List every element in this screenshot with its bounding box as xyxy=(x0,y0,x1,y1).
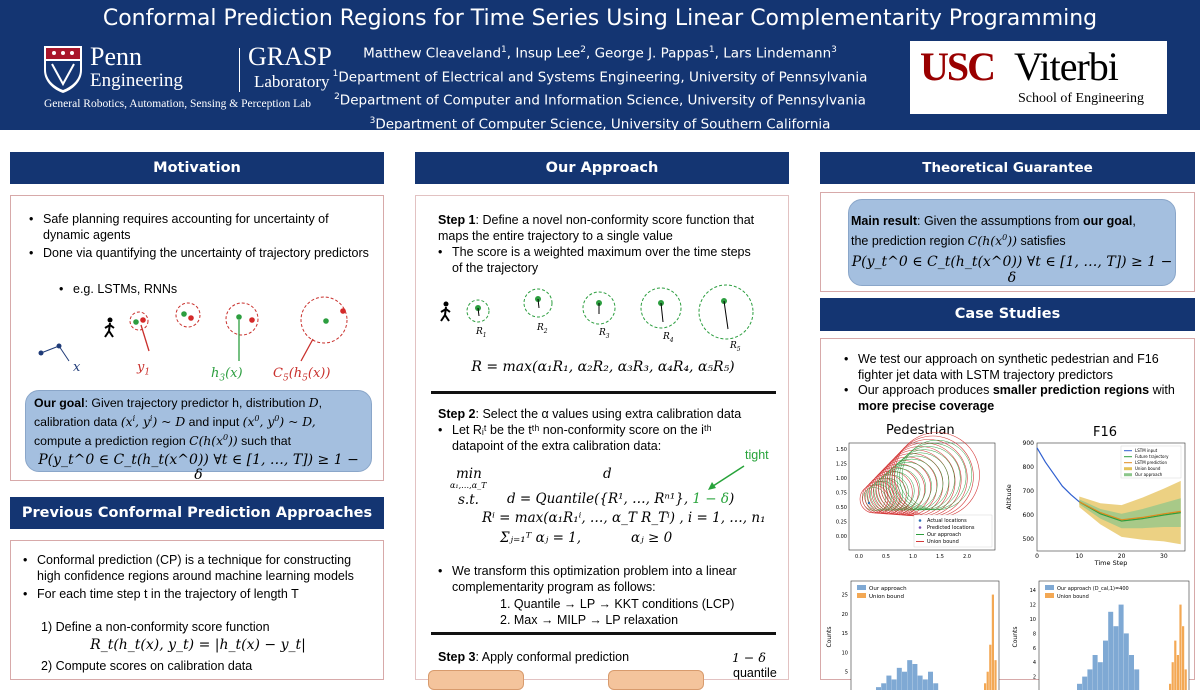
step-3-text xyxy=(438,650,629,666)
previous-step-2: 2) Compute scores on calibration data xyxy=(41,659,253,673)
histogram-bar xyxy=(886,676,891,690)
theoretical-guarantee-heading: Theoretical Guarantee xyxy=(820,152,1195,184)
f16-y-label: Altitude xyxy=(1005,484,1013,510)
goal-math-part: , y xyxy=(259,415,275,430)
step-1-bullets xyxy=(438,245,758,276)
tick-label: 0.75 xyxy=(835,490,847,497)
tight-arrow-icon xyxy=(704,464,749,494)
legend-label: Our approach xyxy=(869,586,907,592)
tick-label: 900 xyxy=(1022,440,1034,447)
main-result-label: Main result xyxy=(851,214,917,228)
affiliation-number: 1 xyxy=(332,68,339,79)
label-y: y xyxy=(137,360,145,375)
tick-label: 1.25 xyxy=(835,461,847,468)
poster-title: Conformal Prediction Regions for Time Series Using Linear Complementarity Programming xyxy=(102,6,1098,31)
viterbi-word: Viterbi xyxy=(1014,44,1118,89)
penn-grasp-logo xyxy=(42,42,332,114)
list-item: • Let Rᵢᵗ be the tᵗʰ non-conformity score on the iᵗʰ datapoint of the extra calibration data: xyxy=(438,423,718,454)
step-1-text xyxy=(438,213,773,244)
legend-label: Predicted locations xyxy=(927,525,975,531)
tick-label: 15 xyxy=(841,631,848,638)
main-result-line-1 xyxy=(849,214,1175,230)
opt-min-sub: α₁,…,α_T xyxy=(450,481,487,490)
tick-label: 20 xyxy=(841,611,848,618)
histogram-bar xyxy=(1169,684,1171,690)
author-affiliation-mark: 3 xyxy=(831,45,837,55)
goal-line-3 xyxy=(34,430,363,449)
legend-label: Union bound xyxy=(1057,594,1089,600)
trajectory-point xyxy=(57,344,62,349)
histogram-bar xyxy=(1093,655,1098,690)
main-result-bold: our goal xyxy=(1083,214,1133,228)
tick-label: 5 xyxy=(844,669,848,676)
goal-box xyxy=(25,390,372,484)
tick-label: 1.00 xyxy=(835,476,847,482)
opt-part: ) xyxy=(729,491,735,507)
trajectory-point xyxy=(39,351,44,356)
list-item: • The score is a weighted maximum over the time steps of the trajectory xyxy=(438,245,758,276)
tick-label: 30 xyxy=(1160,553,1168,560)
main-result-box xyxy=(848,199,1176,286)
tick-label: 6 xyxy=(1032,645,1036,652)
author-name: George J. Pappas xyxy=(594,45,709,62)
goal-math-sup: 0 xyxy=(223,433,229,443)
histogram-bar xyxy=(892,679,897,690)
histogram-bar xyxy=(933,683,938,690)
circle-label-letter: R xyxy=(663,332,670,342)
histogram-bar xyxy=(984,683,986,690)
score-circles-figure xyxy=(436,281,776,353)
legend-marker xyxy=(919,519,922,522)
opt-min: min xyxy=(456,466,482,482)
histogram-bar xyxy=(928,672,933,690)
histogram-y-label: Counts xyxy=(826,626,833,648)
goal-math-part: C(h(x xyxy=(189,434,224,449)
pedestrian-icon xyxy=(105,318,114,338)
tick-label: 8 xyxy=(1032,631,1036,638)
legend-label: LSTM prediction xyxy=(1135,460,1168,465)
opt-part: ⁿ¹}, xyxy=(664,491,689,507)
opt-part: d = Quantile({R¹, …, R xyxy=(507,491,665,507)
step-label: Step 2 xyxy=(438,407,476,421)
tick-label: 10 xyxy=(841,650,848,657)
histogram-bar xyxy=(907,660,912,690)
goal-text: , xyxy=(318,396,323,410)
goal-math-part: (x xyxy=(242,415,255,430)
label-sub: 5 xyxy=(282,373,289,384)
previous-approaches-panel xyxy=(10,540,384,680)
penn-word: Penn xyxy=(90,42,142,71)
main-result-equation: P(y_t^0 ∈ C_t(h_t(x^0)) ∀t ∈ [1, …, T]) ≥ 1 − δ xyxy=(851,254,1173,286)
list-item: • Done via quantifying the uncertainty of trajectory predictors xyxy=(29,246,369,262)
opt-subject-to: s.t. xyxy=(458,492,479,508)
circle-label-letter: R xyxy=(599,328,606,338)
tick-label: 14 xyxy=(1029,588,1036,595)
legend-label: LSTM input xyxy=(1135,448,1158,453)
tick-label: 2.0 xyxy=(963,554,971,560)
goal-line-2 xyxy=(34,411,363,430)
circle-label-sub: 2 xyxy=(543,327,548,335)
quantile-word: quantile xyxy=(733,666,777,680)
engineering-word: Engineering xyxy=(90,70,183,91)
author-affiliation-mark: 1 xyxy=(708,45,715,55)
goal-text: such that xyxy=(237,434,292,449)
histogram-bar xyxy=(881,683,886,690)
pedestrian-x-ticks xyxy=(855,554,971,560)
case-text: Our approach produces xyxy=(858,383,993,397)
motivation-heading: Motivation xyxy=(10,152,384,184)
theory-panel xyxy=(820,192,1195,292)
main-result-math-part: C(h(x xyxy=(967,232,1003,248)
f16-plot-title: F16 xyxy=(1093,425,1118,440)
author-name: Lars Lindemann xyxy=(723,45,832,62)
affiliation-text: Department of Computer Science, University of Southern California xyxy=(375,116,831,132)
section-divider xyxy=(431,632,776,635)
author-name: Matthew Cleaveland xyxy=(363,45,502,62)
list-item: • Conformal prediction (CP) is a technique for constructing high confidence regions around machine learning models xyxy=(23,553,368,584)
main-result-text: the prediction region xyxy=(851,233,968,248)
opt-part: 1 − δ xyxy=(688,491,730,507)
previous-bullets xyxy=(23,553,368,603)
tick-label: 10 xyxy=(1075,553,1084,560)
usc-viterbi-logo xyxy=(910,41,1167,114)
list-item: • e.g. LSTMs, RNNs xyxy=(59,282,359,298)
our-approach-panel xyxy=(415,195,789,680)
goal-math-part: ) ~ D xyxy=(152,415,186,430)
case-bullets xyxy=(844,352,1179,414)
tick-label: 25 xyxy=(841,592,848,599)
transform-2: 2. Max → MILP → LP relaxation xyxy=(500,613,679,627)
histogram-y-ticks xyxy=(842,593,848,676)
author-affiliation-mark: 1 xyxy=(501,45,507,55)
circle-label xyxy=(663,332,674,344)
goal-label: Our goal xyxy=(34,396,85,410)
tick-label: 2 xyxy=(1032,674,1036,681)
section-divider xyxy=(431,391,776,394)
poster-header xyxy=(0,0,1200,130)
histogram-bar xyxy=(1172,662,1174,690)
main-result-text: , xyxy=(1132,214,1136,228)
goal-math-part: ) ~ D, xyxy=(279,415,316,430)
legend-marker xyxy=(919,526,922,529)
tick-label: 0.25 xyxy=(835,519,847,526)
label-h3 xyxy=(211,366,243,384)
case-bold: smaller prediction regions xyxy=(992,383,1150,397)
goal-math xyxy=(189,434,238,448)
label-arg: (x)) xyxy=(307,366,331,381)
step-3-box-right xyxy=(608,670,704,690)
histogram-bar xyxy=(1119,605,1124,690)
actual-location-point xyxy=(868,502,870,504)
laboratory-word: Laboratory xyxy=(254,72,330,91)
list-item: • For each time step t in the trajectory of length T xyxy=(23,587,368,603)
legend-label: Actual locations xyxy=(927,518,967,524)
circle-label xyxy=(476,327,487,339)
goal-text: and input xyxy=(185,415,243,430)
label-sub: 5 xyxy=(302,373,308,384)
prediction-region-circle xyxy=(176,303,200,327)
goal-math-part: , y xyxy=(135,415,150,430)
tick-label: 12 xyxy=(1029,602,1036,609)
f16-histogram xyxy=(1009,577,1193,681)
tick-label: 1.5 xyxy=(936,554,944,560)
histogram-bar xyxy=(1185,669,1187,690)
goal-math-part: )) xyxy=(228,434,238,449)
quantile-label: 1 − δ xyxy=(732,650,766,665)
step-description: : Apply conformal prediction xyxy=(475,650,630,664)
usc-word: USC xyxy=(920,44,995,89)
histogram-bar xyxy=(1108,612,1113,690)
affiliation-text: Department of Electrical and Systems Engineering, University of Pennsylvania xyxy=(338,69,868,85)
grasp-word: GRASP xyxy=(248,42,332,71)
label-sub: 1 xyxy=(144,367,151,378)
tick-label: 0.0 xyxy=(855,554,863,560)
affiliation-3 xyxy=(330,111,870,135)
tick-label: 4 xyxy=(1032,660,1036,667)
histogram-bar xyxy=(1113,626,1118,690)
circle-label-letter: R xyxy=(537,323,544,333)
histogram-bar xyxy=(923,679,928,690)
circle-label-sub: 3 xyxy=(605,332,610,340)
label-arg: (h xyxy=(288,366,303,381)
goal-math-sup: i xyxy=(132,414,136,423)
circle-label-letter: R xyxy=(476,327,483,337)
histogram-bar xyxy=(1077,684,1082,690)
goal-math xyxy=(243,415,316,429)
tight-annotation: tight xyxy=(745,448,769,462)
histogram-bar xyxy=(1134,669,1139,690)
penn-shield-icon xyxy=(42,44,84,94)
circle-label-letter: R xyxy=(730,341,737,351)
goal-text: calibration data xyxy=(34,415,121,430)
case-studies-heading: Case Studies xyxy=(820,298,1195,331)
tick-label: 500 xyxy=(1022,536,1034,543)
label-sub: 3 xyxy=(219,373,226,384)
logo-divider xyxy=(239,48,240,92)
affiliation-number: 2 xyxy=(334,92,340,102)
legend-label: Our approach (D_cal,1)=400 xyxy=(1057,586,1129,592)
goal-math-sup: 0 xyxy=(274,414,280,423)
histogram-bar xyxy=(1129,655,1134,690)
legend-label: Union bound xyxy=(927,539,959,545)
main-result-math xyxy=(968,233,1017,248)
main-result-text: satisfies xyxy=(1017,233,1066,248)
tick-label: 0.50 xyxy=(835,505,847,511)
legend-marker xyxy=(857,585,866,590)
label-c5 xyxy=(273,366,330,384)
main-result-text: : Given the assumptions from xyxy=(917,214,1084,228)
affiliation-2 xyxy=(330,87,870,111)
legend-label: Union bound xyxy=(869,594,904,600)
tick-label: 0.5 xyxy=(882,554,890,560)
legend-marker xyxy=(1045,593,1054,598)
histogram-bar xyxy=(1174,641,1176,690)
circle-label-sub: 4 xyxy=(669,336,674,344)
circle-label-sub: 1 xyxy=(482,331,487,339)
goal-equation: P(y_t^0 ∈ C_t(h_t(x^0)) ∀t ∈ [1, …, T]) ≥ 1 − δ xyxy=(38,452,359,484)
step-label: Step 1 xyxy=(438,213,476,227)
main-result-math-part: )) xyxy=(1007,232,1018,248)
goal-math-part: (x xyxy=(120,415,133,430)
circle-label xyxy=(730,341,741,353)
histogram-bar xyxy=(1103,641,1108,690)
score-circle xyxy=(641,288,681,328)
histogram-bar xyxy=(912,664,917,690)
list-item: • We transform this optimization problem into a linear complementarity program as follows: xyxy=(438,564,758,595)
main-result-math-sup: 0 xyxy=(1002,232,1008,242)
tick-label: 10 xyxy=(1029,617,1036,623)
legend-label: Future trajectory xyxy=(1135,454,1169,459)
goal-math-sup: i xyxy=(149,414,153,423)
case-studies-panel xyxy=(820,338,1195,680)
legend-label: Our approach xyxy=(927,532,962,538)
histogram-y-ticks xyxy=(1030,588,1036,680)
step-2-bullets xyxy=(438,423,718,454)
author-affiliation-mark: 2 xyxy=(580,45,586,55)
tick-label: 20 xyxy=(1117,553,1126,560)
grasp-subtitle: General Robotics, Automation, Sensing & Perception Lab xyxy=(44,98,312,110)
legend-marker xyxy=(857,593,866,598)
case-text: with xyxy=(1149,383,1175,397)
our-approach-heading: Our Approach xyxy=(415,152,789,184)
previous-score-equation: R_t(h_t(x), y_t) = |h_t(x) − y_t| xyxy=(90,637,306,653)
histogram-bar xyxy=(918,676,923,690)
pedestrian-plot xyxy=(829,439,999,561)
goal-math-sup: 0 xyxy=(254,414,260,423)
f16-x-label: Time Step xyxy=(1094,559,1128,567)
tick-label: 600 xyxy=(1022,512,1034,519)
histogram-bar xyxy=(1087,669,1092,690)
histogram-bar xyxy=(989,645,991,690)
pedestrian-plot-title: Pedestrian xyxy=(886,423,955,438)
histogram-bar xyxy=(1179,605,1181,690)
main-result-line-2 xyxy=(849,230,1175,250)
label-arg: (x) xyxy=(225,366,243,381)
legend-marker xyxy=(1045,585,1054,590)
histogram-bar xyxy=(1124,633,1129,690)
motivation-panel xyxy=(10,195,384,484)
school-of-engineering-word: School of Engineering xyxy=(1018,91,1144,106)
motivation-bullets xyxy=(29,212,369,262)
f16-y-ticks xyxy=(1023,440,1035,543)
goal-line-1 xyxy=(34,396,363,411)
step-description: : Select the α values using extra calibration data xyxy=(475,407,742,421)
histogram-bar xyxy=(1177,655,1179,690)
list-item: • We test our approach on synthetic pedestrian and F16 fighter jet data with LSTM trajectory predictors xyxy=(844,352,1179,383)
tick-label: 0 xyxy=(1035,553,1039,560)
list-item xyxy=(844,383,1179,414)
histogram-bar xyxy=(992,595,994,690)
weighted-max-equation: R = max(α₁R₁, α₂R₂, α₃R₃, α₄R₄, α₅R₅) xyxy=(471,359,735,375)
histogram-bar xyxy=(902,672,907,690)
case-bold: more precise coverage xyxy=(858,398,995,413)
tick-label: 1.50 xyxy=(835,447,847,453)
legend-label: Our approach xyxy=(1135,472,1163,477)
tick-label: 1.0 xyxy=(909,554,917,560)
goal-text: compute a prediction region xyxy=(34,434,190,449)
circle-label xyxy=(537,323,548,335)
affiliation-number: 3 xyxy=(369,115,376,126)
step-3-box-left xyxy=(428,670,524,690)
f16-plot xyxy=(1001,437,1191,567)
author-block xyxy=(330,40,870,134)
opt-constraint-max: Rⁱ = max(α₁R₁ⁱ, …, α_T R_Tⁱ) , i = 1, …, n₁ xyxy=(482,510,766,526)
affiliation-text: Department of Computer and Information Science, University of Pennsylvania xyxy=(339,92,866,109)
histogram-bar xyxy=(1182,626,1184,690)
motivation-subbullets xyxy=(59,282,359,298)
tick-label: 700 xyxy=(1022,488,1034,495)
histogram-bar xyxy=(1098,662,1103,690)
previous-step-1: 1) Define a non-conformity score function xyxy=(41,620,270,634)
step-2-bullets-2 xyxy=(438,564,758,595)
legend-label: Union bound xyxy=(1135,466,1161,471)
label-c: C xyxy=(273,366,283,381)
affiliation-1 xyxy=(330,64,870,88)
pedestrian-y-ticks xyxy=(836,447,847,540)
tick-label: 800 xyxy=(1022,464,1034,471)
opt-constraint-nonneg: αⱼ ≥ 0 xyxy=(631,530,673,546)
pedestrian-histogram xyxy=(823,577,1003,681)
previous-approaches-heading: Previous Conformal Prediction Approaches xyxy=(10,497,384,529)
author-name: Insup Lee xyxy=(515,45,581,62)
circle-label xyxy=(599,328,610,340)
histogram-bar xyxy=(1082,677,1087,690)
opt-objective: d xyxy=(603,466,612,482)
goal-text: : Given trajectory predictor h, distribution xyxy=(84,396,309,410)
step-label: Step 3 xyxy=(438,650,476,664)
step-description: : Define a novel non-conformity score function that maps the entire trajectory to a single value xyxy=(438,213,755,243)
list-item: • Safe planning requires accounting for uncertainty of dynamic agents xyxy=(29,212,369,243)
goal-math xyxy=(121,415,185,429)
step-2-text xyxy=(438,407,773,423)
label-y1 xyxy=(137,360,150,378)
opt-constraint-quantile xyxy=(507,491,734,507)
histogram-bar xyxy=(897,668,902,690)
opt-constraint-sum: Σⱼ₌₁ᵀ αⱼ = 1, xyxy=(500,530,582,546)
transform-1: 1. Quantile → LP → KKT conditions (LCP) xyxy=(500,597,735,611)
histogram-y-label: Counts xyxy=(1012,626,1019,648)
circle-label-sub: 5 xyxy=(736,345,741,353)
pedestrian-icon xyxy=(441,302,450,322)
author-list: Matthew Cleaveland$^1$, Insup Lee$^2$, George J. Pappas$^1$, Lars Lindemann$^3$ xyxy=(363,45,837,62)
goal-math: D xyxy=(308,396,319,410)
histogram-bar xyxy=(994,660,996,690)
label-x: x xyxy=(73,360,81,375)
histogram-bar xyxy=(987,672,989,690)
label-h: h xyxy=(211,366,220,381)
tick-label: 0.00 xyxy=(835,534,847,540)
